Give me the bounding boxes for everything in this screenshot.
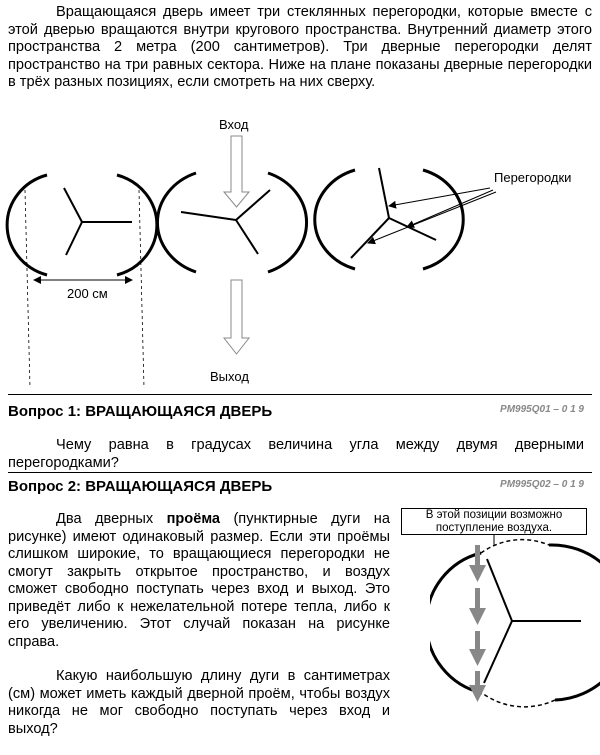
door-1-left-wall [7,175,47,275]
door-position-3 [315,168,463,269]
question-1-code: PM995Q01 – 0 1 9 [500,404,584,415]
question-1-header [8,403,592,425]
diameter-guide-left [25,190,30,388]
air-flow-arrows-icon [469,545,486,702]
door-2-right-wall [268,173,307,272]
door-3-partition [351,218,389,258]
question-1-text [8,437,584,472]
door-1-partition [66,222,82,255]
door-partition [487,559,512,621]
door-position-1 [7,175,157,388]
diameter-guide-right [139,190,144,388]
question-1-title: Вопрос 1: ВРАЩАЮЩАЯСЯ ДВЕРЬ [8,403,273,420]
door-1-partition [64,188,82,222]
door-3-right-wall [423,170,463,269]
air-flow-figure [430,535,600,708]
question-2-bold-term: проёма [166,511,221,527]
entry-arrow-icon [224,136,249,207]
section-divider [8,472,592,473]
question-2-paragraph [8,511,390,651]
door-3-left-wall [315,170,355,269]
question-2-text-part: (пунктирные дуги на рисунке) имеют одинаковый размер. Если эти проёмы слишком широкие, то вращающиеся перегородки не смогут закрыть открытое пространство, и воздух сможет свободно поступать через вход и выход. Это приведёт либо к нежелательной потере тепла, либо к его увеличению. Этот случай показан на рисунке справа. [8,511,390,650]
door-opening-dashed-arc [482,693,555,707]
question-2-question-text: Какую наибольшую длину дуги в сантиметрах (см) может иметь каждый дверной проём, чтобы воздух никогда не мог свободно поступать через вход и выход? [8,668,390,737]
question-1-body: Чему равна в градусах величина угла между двумя дверными перегородками? [8,437,584,471]
pointer-arrow [368,192,496,243]
question-2-question [8,668,390,738]
door-3-partition [389,218,436,240]
pointer-arrow [389,188,490,206]
intro-text: Вращающаяся дверь имеет три стеклянных перегородки, которые вместе с этой дверью вращаются внутри кругового пространства. Внутренний диаметр этого пространства 2 метра (200 сантиметров). Три дверные перегородки делят пространство на три равных сектора. Ниже на плане показаны дверные перегородки в трёх разных позициях, если смотреть на них сверху. [8,4,592,90]
section-divider [8,394,592,395]
door-2-partition [236,220,258,254]
door-opening-dashed-arc [481,540,549,553]
question-2-header [8,478,592,500]
door-2-left-wall [157,173,196,272]
door-1-right-wall [117,175,157,275]
diameter-label: 200 см [67,286,108,301]
question-2-text [8,511,390,755]
exit-arrow-icon [224,280,249,354]
door-2-partition [181,212,236,220]
door-wall [549,545,600,700]
question-2-code: PM995Q02 – 0 1 9 [500,479,584,490]
exit-label: Выход [210,369,249,384]
door-partition [484,621,512,683]
entry-label: Вход [219,117,249,132]
door-3-partition [379,168,389,218]
question-2-title: Вопрос 2: ВРАЩАЮЩАЯСЯ ДВЕРЬ [8,478,273,495]
question-2-text-part: Два дверных [56,511,167,527]
air-flow-callout: В этой позиции возможно поступление воздуха. [401,508,587,535]
partitions-label: Перегородки [494,170,572,185]
